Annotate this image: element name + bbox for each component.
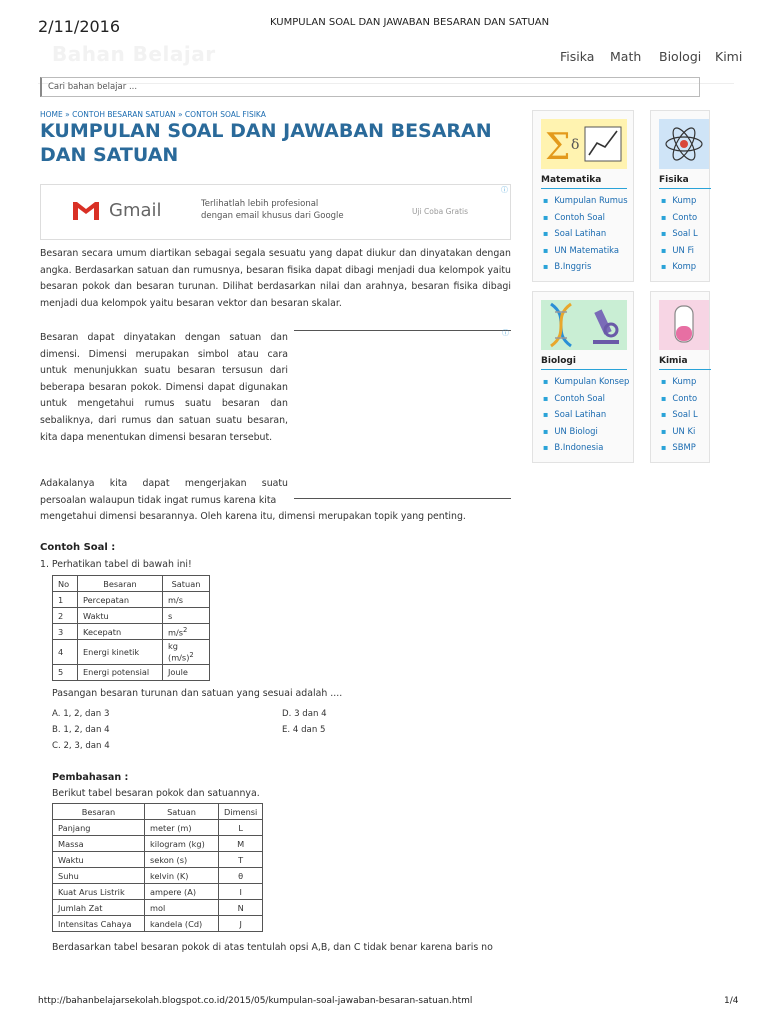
- table-cell: mol: [145, 900, 219, 916]
- article-title: KUMPULAN SOAL DAN JAWABAN BESARAN DAN SATUAN: [40, 120, 492, 166]
- table-header: Dimensi: [219, 804, 263, 820]
- list-item[interactable]: ▪ Conto: [661, 209, 698, 226]
- list-item[interactable]: ▪ Contoh Soal: [543, 390, 629, 407]
- table-cell: J: [219, 916, 263, 932]
- table-cell: Percepatan: [78, 592, 163, 608]
- base-quantity-table: [52, 803, 263, 932]
- gmail-ad-banner[interactable]: [40, 184, 511, 240]
- table-cell: Kecepatn: [78, 624, 163, 640]
- table-row: [53, 852, 263, 868]
- ad-cta[interactable]: Uji Coba Gratis: [412, 207, 469, 216]
- unit-text: kg (m/s): [168, 641, 190, 663]
- table-cell: 2: [53, 608, 78, 624]
- table-cell: kandela (Cd): [145, 916, 219, 932]
- table-cell: kelvin (K): [145, 868, 219, 884]
- table-row: [53, 836, 263, 852]
- table-cell: [163, 640, 210, 665]
- option-a: A. 1, 2, dan 3: [52, 709, 110, 719]
- list-item[interactable]: ▪ Kump: [661, 192, 698, 209]
- table-cell: Energi kinetik: [78, 640, 163, 665]
- svg-text:δ: δ: [571, 137, 580, 153]
- physics-thumbnail-icon: [659, 119, 709, 169]
- dimension-importance-paragraph-b: mengetahui dimensi besarannya. Oleh karena itu, dimensi merupakan topik yang penting.: [40, 511, 466, 522]
- category-title[interactable]: Matematika: [541, 175, 602, 185]
- list-item[interactable]: ▪ B.Indonesia: [543, 439, 629, 456]
- example-heading: Contoh Soal :: [40, 542, 116, 553]
- ad-text-line2: dengan email khusus dari Google: [201, 211, 344, 221]
- ad-text-line1: Terlihatlah lebih profesional: [201, 199, 319, 209]
- table-row: [53, 664, 210, 680]
- category-links: [543, 373, 629, 456]
- table-cell: Waktu: [53, 852, 145, 868]
- category-divider: [659, 369, 711, 370]
- table-row: [53, 624, 210, 640]
- svg-text:Σ: Σ: [545, 127, 571, 168]
- question-1-prompt: Pasangan besaran turunan dan satuan yang sesuai adalah ....: [52, 688, 343, 699]
- table-cell: sekon (s): [145, 852, 219, 868]
- sidebar-category-kimia: [650, 291, 710, 463]
- discussion-heading: Pembahasan :: [52, 772, 129, 783]
- sidebar-category-biologi: [532, 291, 634, 463]
- table-header: No: [53, 576, 78, 592]
- nav-link-math[interactable]: Math: [610, 49, 642, 64]
- table-row: [53, 608, 210, 624]
- intro-paragraph: Besaran secara umum diartikan sebagai segala sesuatu yang dapat diukur dan dinyatakan dengan angka. Berdasarkan satuan dan rumusnya, besaran fisika dapat dibagi menjadi dua kelompok yaitu besaran pokok dan besaran turunan. Dilihat berdasarkan nilai dan arahnya, besaran fisika dibagi menjadi dua kelompok yaitu besaran vektor dan besaran skalar.: [40, 248, 511, 309]
- table-cell: 5: [53, 664, 78, 680]
- site-logo[interactable]: Bahan Belajar: [52, 42, 216, 66]
- adchoices-icon[interactable]: ⓘ: [501, 186, 508, 194]
- ad-slot-top-border: [294, 330, 511, 331]
- chemistry-thumbnail-icon: [659, 300, 709, 350]
- table-cell: Panjang: [53, 820, 145, 836]
- question-1: 1. Perhatikan tabel di bawah ini!: [40, 559, 192, 570]
- table-cell: T: [219, 852, 263, 868]
- list-item[interactable]: ▪ B.Inggris: [543, 258, 628, 275]
- table-row: [53, 868, 263, 884]
- list-item[interactable]: ▪ SBMP: [661, 439, 698, 456]
- list-item[interactable]: ▪ Kumpulan Konsep: [543, 373, 629, 390]
- gmail-logo-icon: [71, 198, 101, 222]
- list-item[interactable]: ▪ Kump: [661, 373, 698, 390]
- table-cell: Waktu: [78, 608, 163, 624]
- category-title[interactable]: Kimia: [659, 356, 688, 366]
- list-item[interactable]: ▪ UN Biologi: [543, 423, 629, 440]
- list-item[interactable]: ▪ Komp: [661, 258, 698, 275]
- category-title[interactable]: Fisika: [659, 175, 689, 185]
- table-header: Satuan: [163, 576, 210, 592]
- table-cell: Energi potensial: [78, 664, 163, 680]
- unit-exponent: 2: [183, 625, 188, 634]
- question-table: [52, 575, 210, 681]
- table-header: Besaran: [78, 576, 163, 592]
- top-navbar: [38, 30, 743, 84]
- table-row: [53, 884, 263, 900]
- category-links: [543, 192, 628, 275]
- explanation-paragraph: Berdasarkan tabel besaran pokok di atas tentulah opsi A,B, dan C tidak benar karena baris no: [52, 942, 493, 953]
- category-links: [661, 192, 698, 275]
- sidebar-category-fisika: [650, 110, 710, 282]
- discussion-intro: Berikut tabel besaran pokok dan satuannya.: [52, 788, 260, 799]
- sidebar-category-matematika: [532, 110, 634, 282]
- table-header-row: [53, 804, 263, 820]
- nav-link-biologi[interactable]: Biologi: [659, 49, 702, 64]
- list-item[interactable]: ▪ Conto: [661, 390, 698, 407]
- ad-slot-bottom-border: [294, 498, 511, 499]
- nav-link-fisika[interactable]: Fisika: [560, 49, 595, 64]
- table-row: [53, 640, 210, 665]
- table-cell: Massa: [53, 836, 145, 852]
- option-d: D. 3 dan 4: [282, 709, 327, 719]
- table-cell: θ: [219, 868, 263, 884]
- nav-link-kimia[interactable]: Kimi: [715, 49, 743, 64]
- list-item[interactable]: ▪ Contoh Soal: [543, 209, 628, 226]
- table-cell: [163, 624, 210, 640]
- category-divider: [541, 188, 627, 189]
- table-cell: Joule: [163, 664, 210, 680]
- table-header: Besaran: [53, 804, 145, 820]
- table-cell: m/s: [163, 592, 210, 608]
- table-header-row: [53, 576, 210, 592]
- table-cell: I: [219, 884, 263, 900]
- unit-exponent: 2: [189, 651, 194, 659]
- table-cell: s: [163, 608, 210, 624]
- table-cell: 4: [53, 640, 78, 665]
- category-links: [661, 373, 698, 456]
- table-row: [53, 916, 263, 932]
- adchoices-icon[interactable]: ⓘ: [502, 329, 509, 337]
- table-cell: L: [219, 820, 263, 836]
- table-cell: 1: [53, 592, 78, 608]
- table-row: [53, 900, 263, 916]
- list-item[interactable]: ▪ Kumpulan Rumus: [543, 192, 628, 209]
- list-item[interactable]: ▪ UN Matematika: [543, 242, 628, 259]
- table-row: [53, 592, 210, 608]
- dimension-paragraph: Besaran dapat dinyatakan dengan satuan dan dimensi. Dimensi merupakan simbol atau cara untuk menunjukkan suatu besaran tersusun dari beberapa besaran pokok. Dimensi dapat digunakan untuk mengetahui rumus suatu besaran dan sebaliknya, dari rumus dan satuan suatu besaran, kita dapa menentukan dimensi besaran tersebut.: [40, 332, 288, 443]
- table-cell: meter (m): [145, 820, 219, 836]
- category-divider: [659, 188, 711, 189]
- category-divider: [541, 369, 627, 370]
- table-cell: Kuat Arus Listrik: [53, 884, 145, 900]
- option-e: E. 4 dan 5: [282, 725, 326, 735]
- breadcrumb[interactable]: HOME » CONTOH BESARAN SATUAN » CONTOH SOAL FISIKA: [40, 110, 266, 119]
- print-footer-url: http://bahanbelajarsekolah.blogspot.co.id/2015/05/kumpulan-soal-jawaban-besaran-satuan.html: [38, 996, 473, 1006]
- table-cell: ampere (A): [145, 884, 219, 900]
- list-item[interactable]: ▪ UN Fi: [661, 242, 698, 259]
- print-date: 2/11/2016: [38, 17, 121, 36]
- table-cell: kilogram (kg): [145, 836, 219, 852]
- table-cell: N: [219, 900, 263, 916]
- search-input[interactable]: Cari bahan belajar ...: [40, 77, 700, 97]
- list-item[interactable]: ▪ Soal L: [661, 225, 698, 242]
- table-cell: M: [219, 836, 263, 852]
- option-b: B. 1, 2, dan 4: [52, 725, 110, 735]
- table-cell: 3: [53, 624, 78, 640]
- unit-text: m/s: [168, 627, 183, 638]
- table-cell: Intensitas Cahaya: [53, 916, 145, 932]
- table-row: [53, 820, 263, 836]
- table-header: Satuan: [145, 804, 219, 820]
- list-item[interactable]: ▪ UN Ki: [661, 423, 698, 440]
- list-item[interactable]: ▪ Soal Latihan: [543, 225, 628, 242]
- dimension-importance-paragraph-a: Adakalanya kita dapat mengerjakan suatu persoalan walaupun tidak ingat rumus karena kita: [40, 478, 288, 506]
- print-page-title: KUMPULAN SOAL DAN JAWABAN BESARAN DAN SATUAN: [270, 17, 550, 28]
- math-thumbnail-icon: [541, 119, 627, 169]
- table-cell: Jumlah Zat: [53, 900, 145, 916]
- list-item[interactable]: ▪ Soal Latihan: [543, 406, 629, 423]
- option-c: C. 2, 3, dan 4: [52, 741, 110, 751]
- biology-thumbnail-icon: [541, 300, 627, 350]
- print-page-number: 1/4: [724, 996, 739, 1006]
- list-item[interactable]: ▪ Soal L: [661, 406, 698, 423]
- table-cell: Suhu: [53, 868, 145, 884]
- category-title[interactable]: Biologi: [541, 356, 576, 366]
- ad-brand: Gmail: [109, 200, 162, 221]
